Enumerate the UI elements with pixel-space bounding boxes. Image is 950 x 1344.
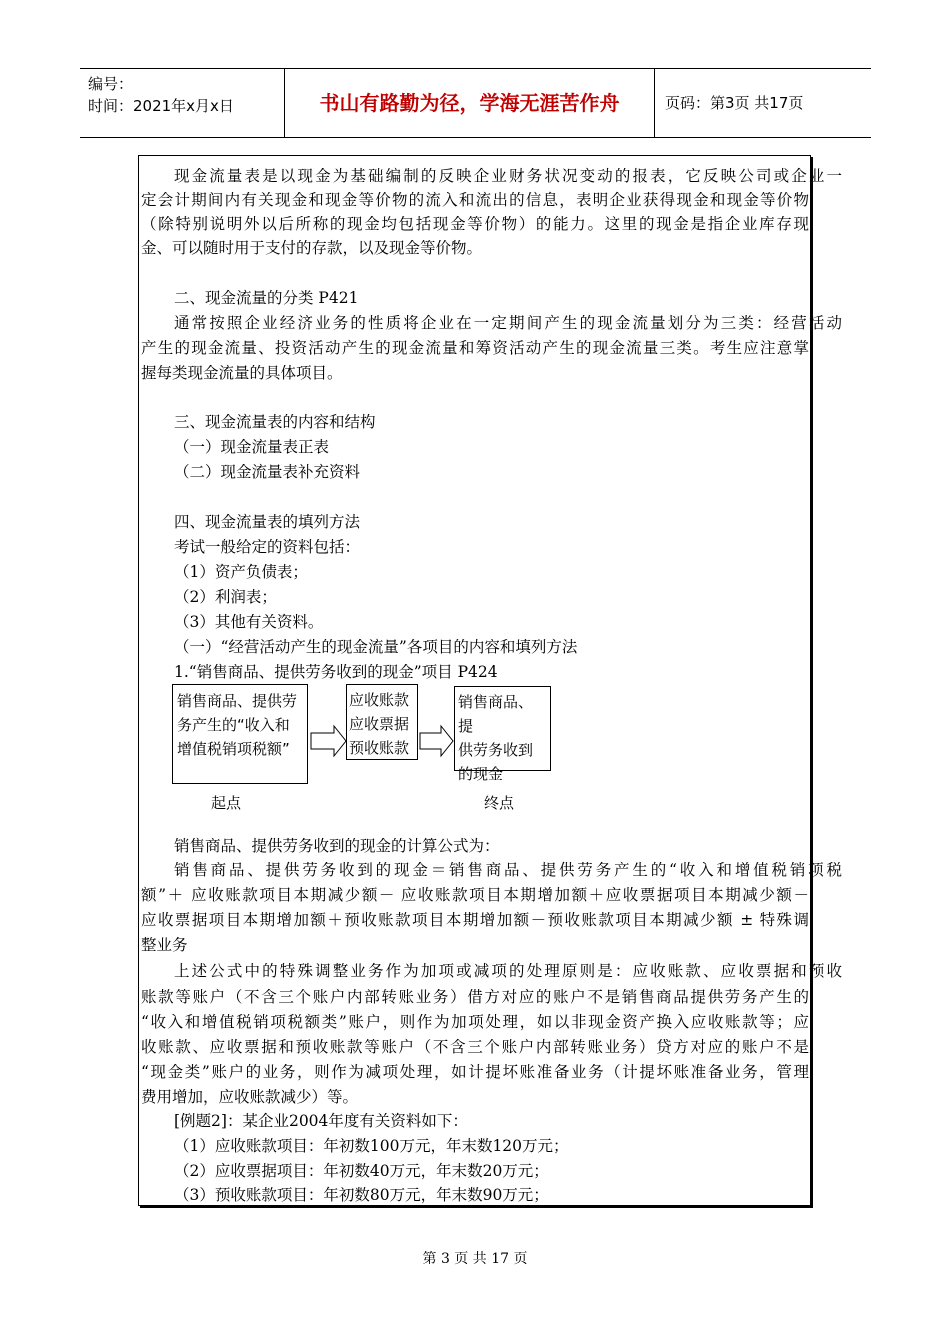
paragraph-line: 费用增加，应收账款减少）等。 [141, 1088, 359, 1106]
paragraph-line: “现金类”账户的业务，则作为减项处理，如计提坏账准备业务（计提坏账准备业务，管理 [141, 1063, 809, 1081]
number-label: 编号： [88, 75, 134, 93]
paragraph-line: 定会计期间内有关现金和现金等价物的流入和流出的信息，表明企业获得现金和现金等价物 [141, 191, 809, 209]
header-motto: 书山有路勤为径，学海无涯苦作舟 [319, 91, 620, 115]
example-title: [例题2]：某企业2004年度有关资料如下： [174, 1112, 468, 1130]
diagram-box-line: 供劳务收到 [458, 741, 534, 759]
paragraph-line: 考试一般给定的资料包括： [174, 538, 361, 556]
section-heading: 四、现金流量表的填列方法 [174, 513, 361, 531]
paragraph-line: 金、可以随时用于支付的存款，以及现金等价物。 [141, 239, 483, 257]
paragraph-line: 现金流量表是以现金为基础编制的反映企业财务状况变动的报表，它反映公司或企业一 [174, 167, 842, 185]
diagram-start-box [172, 684, 308, 784]
subsection-line: （二）现金流量表补充资料 [174, 463, 361, 481]
list-item: （3）预收账款项目：年初数80万元，年末数90万元； [174, 1186, 549, 1204]
paragraph-line: 产生的现金流量、投资活动产生的现金流量和筹资活动产生的现金流量三类。考生应注意掌 [141, 339, 809, 357]
time-label: 时间：2021年x月x日 [88, 97, 234, 115]
formula-line: 额”＋ 应收账款项目本期减少额－ 应收账款项目本期增加额＋应收票据项目本期减少额－ [141, 886, 809, 904]
paragraph-line: 收账款、应收票据和预收账款等账户（不含三个账户内部转账业务）贷方对应的账户不是 [141, 1038, 809, 1056]
page-header [80, 68, 871, 138]
paragraph-line: 账款等账户（不含三个账户内部转账业务）借方对应的账户不是销售商品提供劳务产生的 [141, 988, 809, 1006]
list-item: （1）资产负债表； [174, 563, 308, 581]
right-arrow-icon [310, 724, 348, 758]
paragraph-line: 握每类现金流量的具体项目。 [141, 364, 343, 382]
paragraph-line: 销售商品、提供劳务收到的现金的计算公式为： [174, 837, 500, 855]
diagram-end-label: 终点 [484, 794, 515, 812]
formula-line: 整业务 [141, 936, 188, 954]
subsection-line: 1.“销售商品、提供劳务收到的现金”项目 P424 [174, 663, 498, 681]
diagram-box-line: 预收账款 [349, 739, 410, 757]
diagram-box-line: 增值税销项税额” [177, 740, 290, 758]
subsection-line: （一）“经营活动产生的现金流量”各项目的内容和填列方法 [174, 638, 578, 656]
header-divider [654, 69, 655, 137]
list-item: （3）其他有关资料。 [174, 613, 324, 631]
subsection-line: （一）现金流量表正表 [174, 438, 330, 456]
diagram-start-label: 起点 [211, 794, 242, 812]
diagram-box-line: 应收票据 [349, 715, 410, 733]
header-page-label: 页码：第3页 共17页 [665, 94, 804, 112]
paragraph-line: 通常按照企业经济业务的性质将企业在一定期间产生的现金流量划分为三类：经营活动 [174, 314, 842, 332]
diagram-middle-box [346, 684, 418, 760]
list-item: （1）应收账款项目：年初数100万元，年末数120万元； [174, 1137, 569, 1155]
list-item: （2）应收票据项目：年初数40万元，年末数20万元； [174, 1162, 549, 1180]
list-item: （2）利润表； [174, 588, 277, 606]
section-heading: 二、现金流量的分类 P421 [174, 289, 359, 307]
diagram-box-line: 销售商品、提 [458, 693, 534, 735]
diagram-box-line: 务产生的“收入和 [177, 716, 290, 734]
diagram-end-box [454, 686, 551, 783]
diagram-box-line: 销售商品、提供劳 [177, 692, 298, 710]
page-footer: 第 3 页 共 17 页 [422, 1251, 528, 1267]
formula-line: 应收票据项目本期增加额＋预收账款项目本期增加额－预收账款项目本期减少额 ± 特殊调 [141, 911, 809, 929]
section-heading: 三、现金流量表的内容和结构 [174, 413, 376, 431]
paragraph-line: （除特别说明外以后所称的现金均包括现金等价物）的能力。这里的现金是指企业库存现 [141, 215, 809, 233]
paragraph-line: 上述公式中的特殊调整业务作为加项或减项的处理原则是：应收账款、应收票据和预收 [174, 962, 842, 980]
formula-line: 销售商品、提供劳务收到的现金＝销售商品、提供劳务产生的“收入和增值税销项税 [174, 861, 842, 879]
paragraph-line: “收入和增值税销项税额类”账户，则作为加项处理，如以非现金资产换入应收账款等；应 [141, 1013, 809, 1031]
right-arrow-icon [419, 724, 455, 758]
diagram-box-line: 应收账款 [349, 691, 410, 709]
header-meta [80, 69, 284, 137]
diagram-box-line: 的现金 [458, 765, 504, 783]
